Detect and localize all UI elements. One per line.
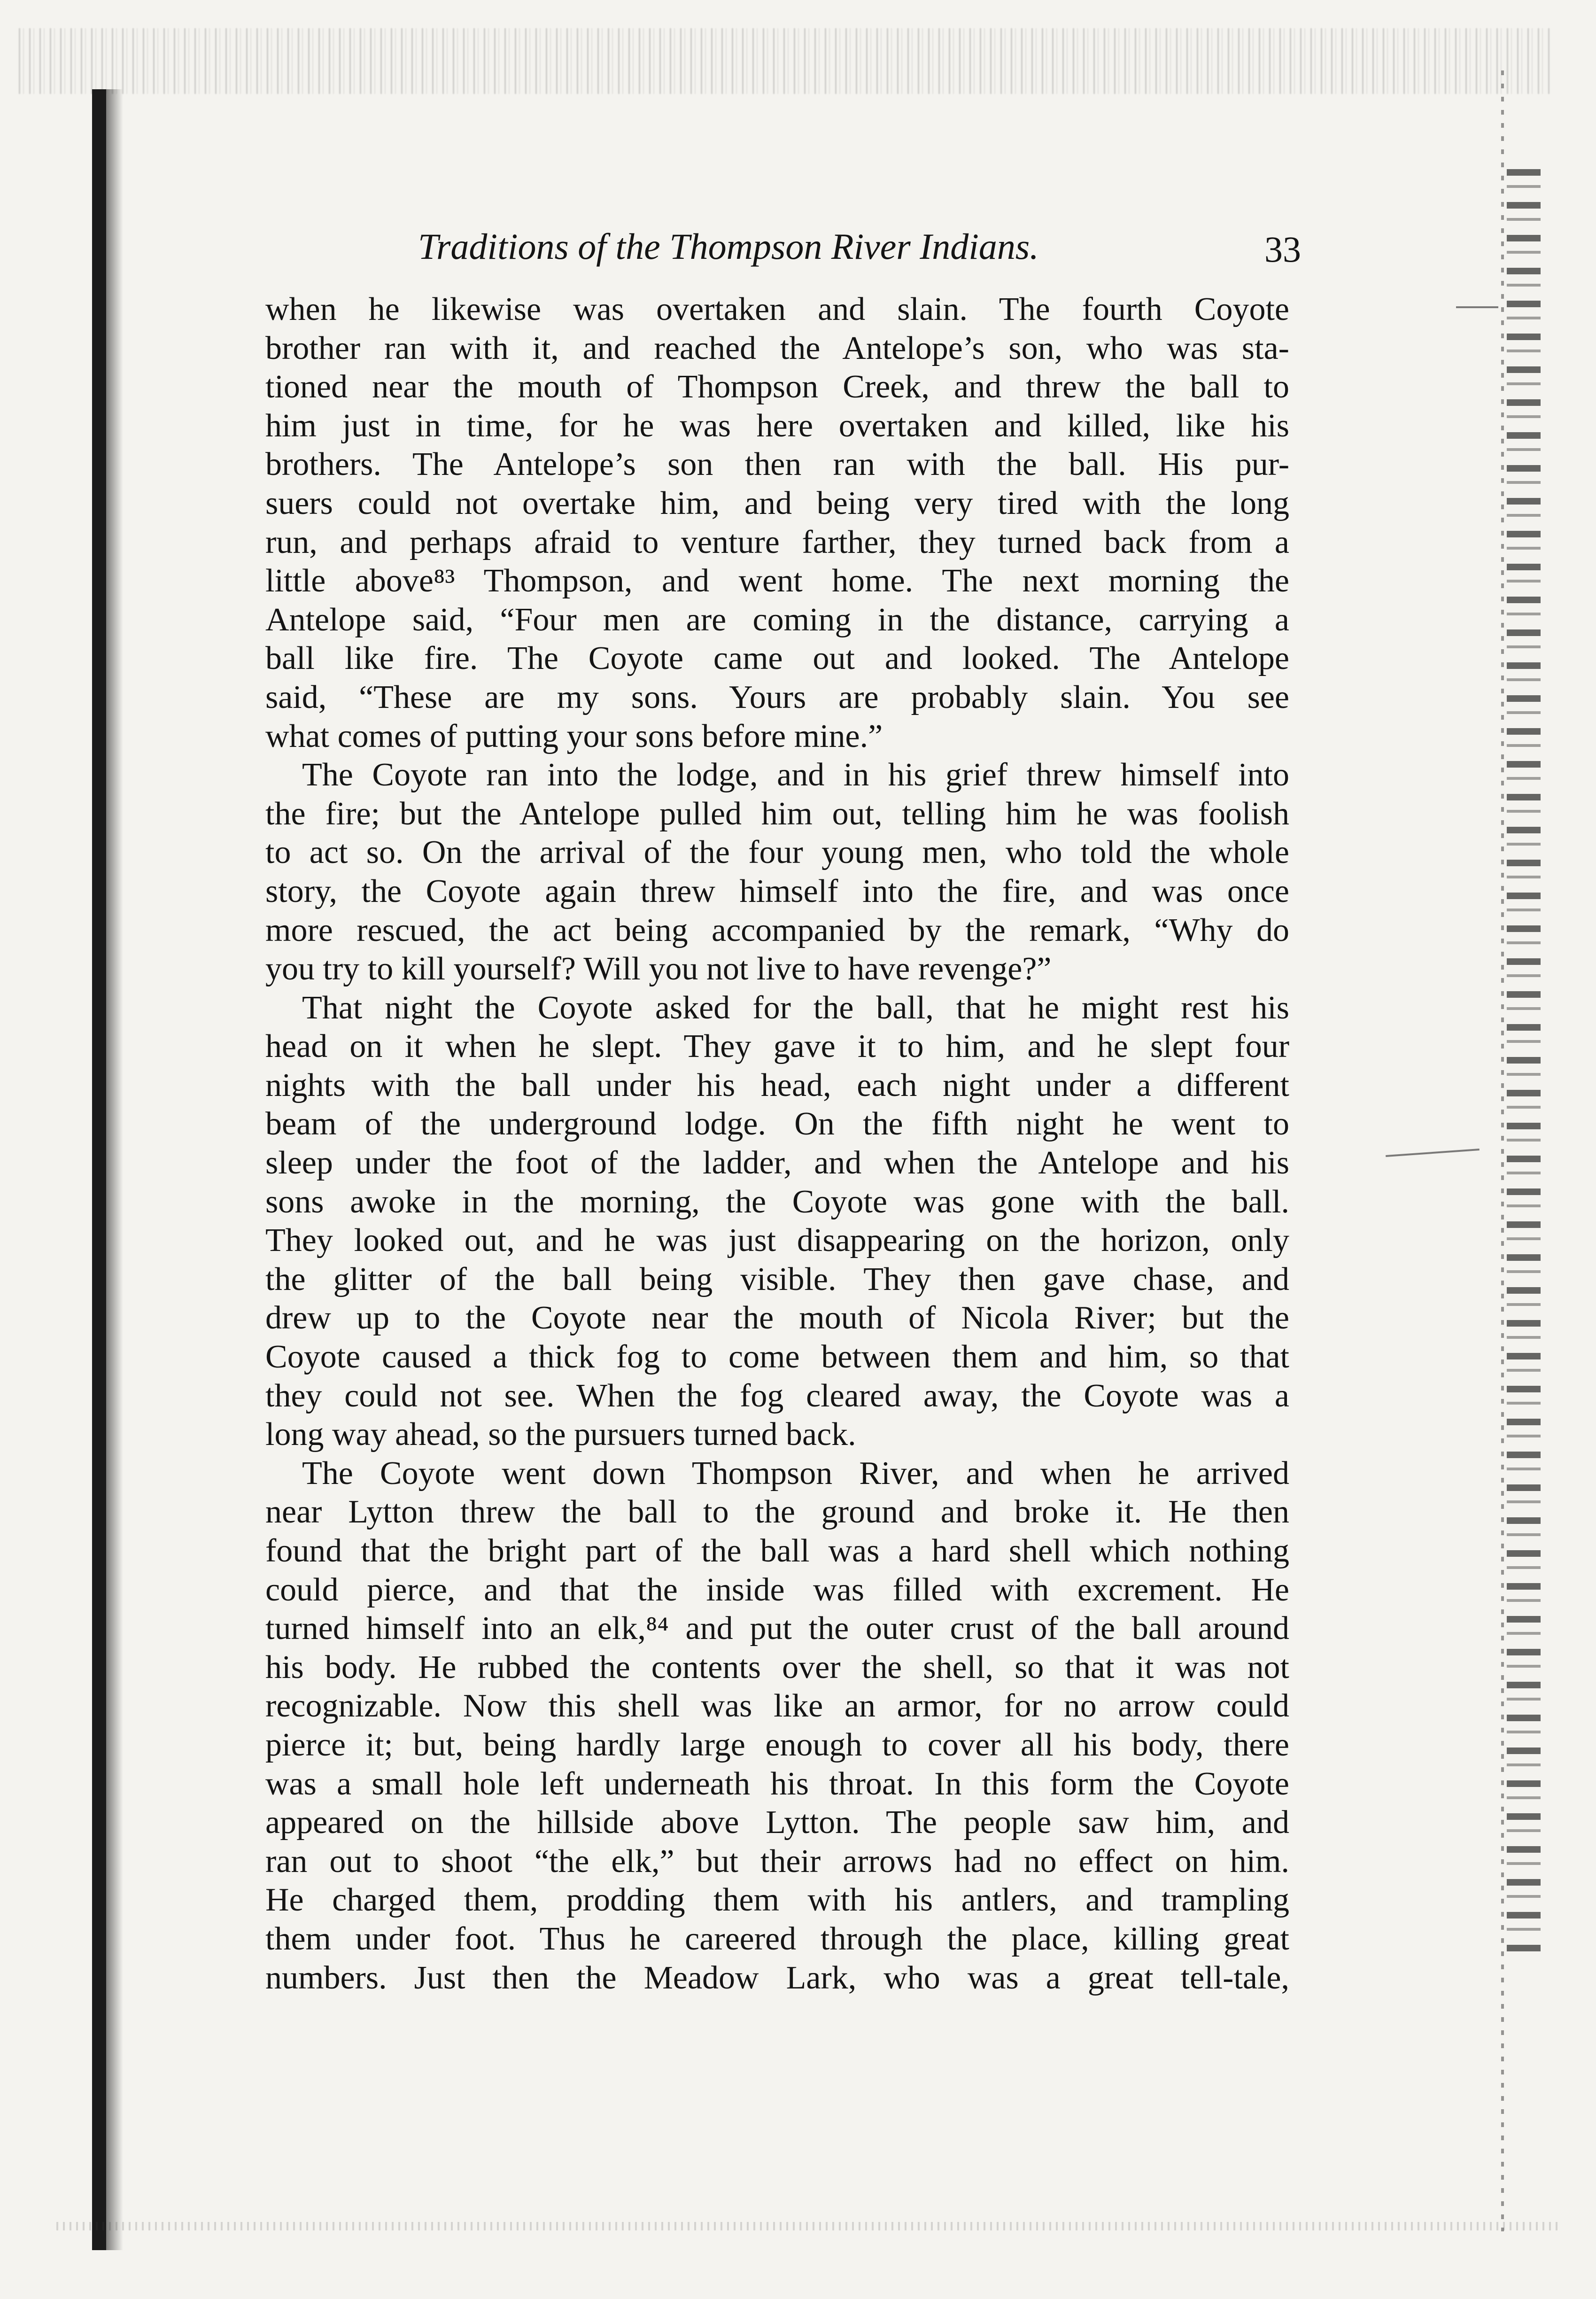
text-line: his body. He rubbed the contents over the shell, so that it was not [265, 1649, 1289, 1685]
text-line: more rescued, the act being accompanied by the remark, “Why do [265, 912, 1289, 948]
paragraph [265, 1454, 1289, 1997]
text-line: them under foot. Thus he careered through the place, killing great [265, 1920, 1289, 1957]
text-line: tioned near the mouth of Thompson Creek, and threw the ball to [265, 369, 1289, 405]
page-edge-artifact [1484, 169, 1541, 1954]
scan-artifact-top [19, 28, 1550, 94]
text-line: ran out to shoot “the elk,” but their arrows had no effect on him. [265, 1843, 1289, 1880]
text-line: ball like fire. The Coyote came out and looked. The Antelope [265, 640, 1289, 677]
text-line: what comes of putting your sons before mine.” [265, 718, 883, 754]
text-line: Antelope said, “Four men are coming in the distance, carrying a [265, 601, 1289, 638]
text-line: appeared on the hillside above Lytton. The people saw him, and [265, 1804, 1289, 1841]
text-line: recognizable. Now this shell was like an armor, for no arrow could [265, 1688, 1289, 1724]
text-line: found that the bright part of the ball was a hard shell which nothing [265, 1533, 1289, 1569]
text-line: head on it when he slept. They gave it to him, and he slept four [265, 1028, 1289, 1065]
text-line: him just in time, for he was here overtaken and killed, like his [265, 407, 1289, 444]
binding-shadow [92, 89, 106, 2250]
text-line: turned himself into an elk,⁸⁴ and put the outer crust of the ball around [265, 1610, 1289, 1647]
stray-mark [1386, 1149, 1480, 1157]
text-line: to act so. On the arrival of the four young men, who told the whole [265, 834, 1289, 871]
text-line: That night the Coyote asked for the ball, that he might rest his [302, 989, 1289, 1026]
text-line: near Lytton threw the ball to the ground and broke it. He then [265, 1494, 1289, 1530]
text-line: said, “These are my sons. Yours are probably slain. You see [265, 679, 1289, 715]
binding-shadow-gradient [106, 89, 123, 2250]
text-line: nights with the ball under his head, each night under a different [265, 1067, 1289, 1103]
scan-artifact-bottom [56, 2222, 1559, 2230]
text-line: sons awoke in the morning, the Coyote was gone with the ball. [265, 1183, 1289, 1220]
text-line: they could not see. When the fog cleared away, the Coyote was a [265, 1377, 1289, 1414]
text-line: story, the Coyote again threw himself into the fire, and was once [265, 873, 1289, 909]
text-line: you try to kill yourself? Will you not live to have revenge?” [265, 951, 1052, 987]
page-number: 33 [1264, 229, 1301, 270]
text-line: the glitter of the ball being visible. They then gave chase, and [265, 1261, 1289, 1297]
text-line: could pierce, and that the inside was filled with excrement. He [265, 1571, 1289, 1608]
text-line: was a small hole left underneath his throat. In this form the Coyote [265, 1765, 1289, 1802]
text-line: when he likewise was overtaken and slain. The fourth Coyote [265, 291, 1289, 327]
running-title: Traditions of the Thompson River Indians. [418, 226, 1039, 267]
text-line: brother ran with it, and reached the Antelope’s son, who was sta- [265, 330, 1289, 366]
text-line: pierce it; but, being hardly large enough to cover all his body, there [265, 1726, 1289, 1763]
paragraph [265, 756, 1289, 989]
text-line: He charged them, prodding them with his antlers, and trampling [265, 1882, 1289, 1918]
paragraph [265, 989, 1289, 1454]
stray-mark [1456, 306, 1498, 308]
body-text [265, 290, 1289, 1997]
page-header [263, 221, 1301, 272]
text-line: Coyote caused a thick fog to come between them and him, so that [265, 1339, 1289, 1375]
text-line: the fire; but the Antelope pulled him out, telling him he was foolish [265, 795, 1289, 832]
text-line: The Coyote ran into the lodge, and in his grief threw himself into [302, 757, 1289, 793]
text-line: sleep under the foot of the ladder, and when the Antelope and his [265, 1145, 1289, 1181]
text-line: drew up to the Coyote near the mouth of Nicola River; but the [265, 1300, 1289, 1336]
text-line: run, and perhaps afraid to venture farther, they turned back from a [265, 524, 1289, 560]
text-line: brothers. The Antelope’s son then ran with the ball. His pur- [265, 446, 1289, 483]
text-line: beam of the underground lodge. On the fifth night he went to [265, 1106, 1289, 1142]
text-line: long way ahead, so the pursuers turned back. [265, 1416, 856, 1453]
text-line: little above⁸³ Thompson, and went home. The next morning the [265, 563, 1289, 599]
paragraph [265, 290, 1289, 756]
text-line: They looked out, and he was just disappearing on the horizon, only [265, 1222, 1289, 1259]
text-line: numbers. Just then the Meadow Lark, who was a great tell-tale, [265, 1959, 1289, 1996]
text-line: The Coyote went down Thompson River, and when he arrived [302, 1455, 1289, 1491]
text-line: suers could not overtake him, and being very tired with the long [265, 485, 1289, 521]
